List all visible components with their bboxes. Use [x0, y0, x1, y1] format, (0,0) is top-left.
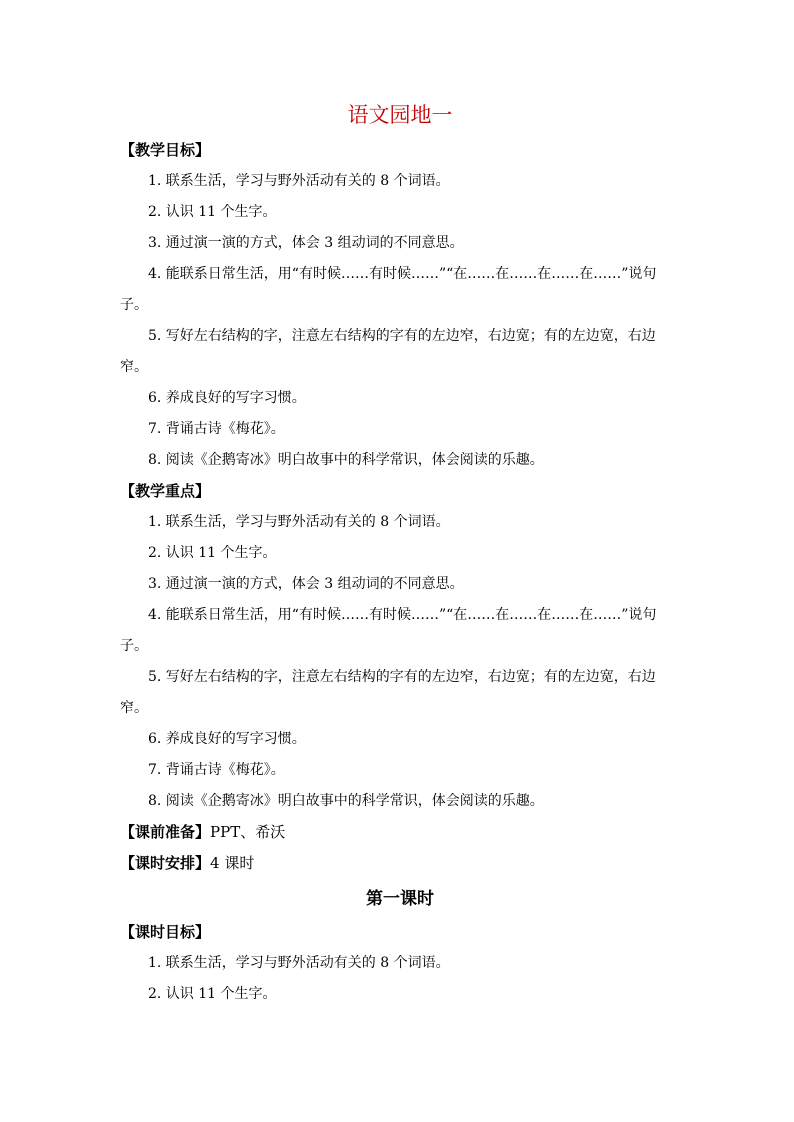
- document-title: 语文园地一: [347, 103, 453, 127]
- list-item: 3. 通过演一演的方式，体会 3 组动词的不同意思。: [148, 576, 464, 592]
- list-item: 2. 认识 11 个生字。: [148, 986, 277, 1002]
- list-item: 7. 背诵古诗《梅花》。: [148, 762, 285, 778]
- list-item: 8. 阅读《企鹅寄冰》明白故事中的科学常识，体会阅读的乐趣。: [148, 793, 544, 809]
- preparation-heading: 【课前准备】: [120, 823, 211, 841]
- list-item: 2. 认识 11 个生字。: [148, 545, 277, 561]
- list-item: 1. 联系生活，学习与野外活动有关的 8 个词语。: [148, 514, 450, 530]
- list-item: 8. 阅读《企鹅寄冰》明白故事中的科学常识，体会阅读的乐趣。: [148, 452, 544, 468]
- list-item: 6. 养成良好的写字习惯。: [148, 390, 306, 406]
- list-item: 5. 写好左右结构的字，注意左右结构的字有的左边窄，右边宽；有的左边宽，右边窄。: [120, 328, 656, 375]
- preparation-text: PPT、希沃: [210, 823, 286, 841]
- lesson-objectives-heading: 【课时目标】: [120, 923, 211, 941]
- list-item: 4. 能联系日常生活，用“有时候……有时候……”“在……在……在……在……”说句子。: [120, 607, 657, 654]
- list-item: 1. 联系生活，学习与野外活动有关的 8 个词语。: [148, 173, 450, 189]
- list-item: 7. 背诵古诗《梅花》。: [148, 421, 285, 437]
- objectives-list: [120, 166, 680, 476]
- list-item: 2. 认识 11 个生字。: [148, 204, 277, 220]
- key-points-heading: 【教学重点】: [120, 482, 211, 500]
- list-item: 1. 联系生活，学习与野外活动有关的 8 个词语。: [148, 955, 450, 971]
- list-item: 3. 通过演一演的方式，体会 3 组动词的不同意思。: [148, 235, 464, 251]
- list-item: 4. 能联系日常生活，用“有时候……有时候……”“在……在……在……在……”说句子。: [120, 266, 657, 313]
- lesson-objectives-list: [120, 948, 680, 1010]
- key-points-list: [120, 507, 680, 817]
- list-item: 6. 养成良好的写字习惯。: [148, 731, 306, 747]
- schedule-heading: 【课时安排】: [120, 854, 211, 872]
- schedule-text: 4 课时: [210, 854, 255, 872]
- schedule-line: [120, 848, 680, 879]
- preparation-line: [120, 817, 680, 848]
- lesson-title: 第一课时: [366, 889, 434, 909]
- list-item: 5. 写好左右结构的字，注意左右结构的字有的左边窄，右边宽；有的左边宽，右边窄。: [120, 669, 656, 716]
- document-page: [120, 100, 680, 1010]
- objectives-heading: 【教学目标】: [120, 141, 211, 159]
